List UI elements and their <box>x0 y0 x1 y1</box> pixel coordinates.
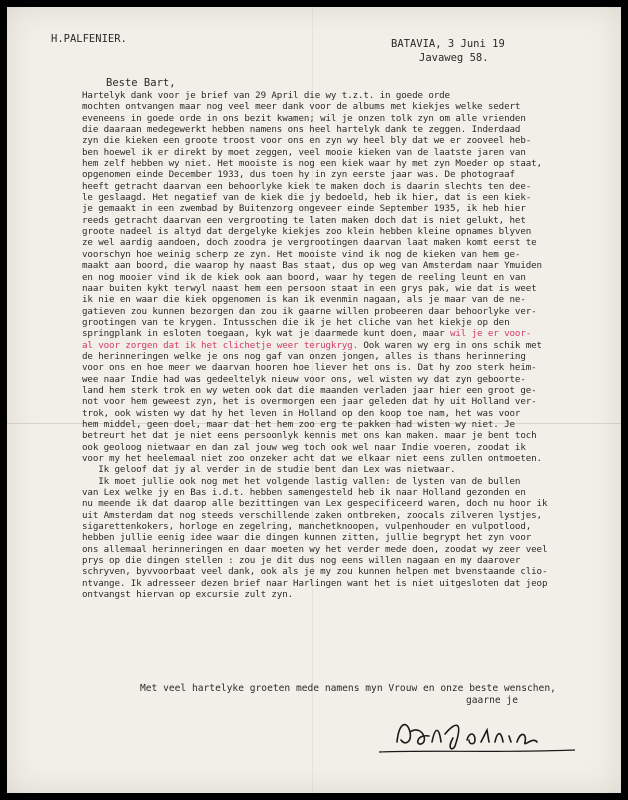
body-line: ook geoloog nietwaar en dan zal jouw weg toch ook wel naar Indie voeren, zoodat ik <box>82 441 526 453</box>
body-line: Ik geloof dat jy al verder in de studie bent dan Lex was nietwaar. <box>82 464 456 476</box>
body-line: hem zelf hebben wy niet. Het mooiste is nog een kiek waar hy met zyn Moeder op staat, <box>82 158 542 170</box>
closing-line: Met veel hartelyke groeten mede namens myn Vrouw en onze beste wenschen, <box>140 683 556 694</box>
body-line: prys op die dingen stellen : zou je dit dus nog eens willen nagaan en my daarover <box>82 555 521 567</box>
body-line: groote nadeel is altyd dat dergelyke kiekjes zoo klein hebben kleine opnames blyven <box>82 226 532 238</box>
sender-name: H.PALFENIER. <box>51 33 127 45</box>
red-typed-text: al voor zorgen dat ik het clichetje weer terugkryg. <box>82 339 358 351</box>
body-line: ik nie en waar die kiek opgenomen is kan ik evenmin nagaan, als je maar van de ne- <box>82 294 526 306</box>
body-line: eveneens in goede orde in ons bezit kwamen; wil je onzen tolk zyn om alle vrienden <box>82 112 526 124</box>
body-line: springplank in esloten toegaan, kyk wat je daarmede kunt doen, maar wil je er voor- <box>82 328 532 340</box>
body-line: schryven, byvvoorbaat veel dank, ook als je my zou kunnen helpen met bvenstaande clio- <box>82 566 548 578</box>
body-line: Ik moet jullie ook nog met het volgende lastig vallen: de lysten van de bullen <box>82 475 521 487</box>
place-date-line: BATAVIA, 3 Juni 19 <box>391 38 505 50</box>
body-line: naar buiten kykt terwyl naast hem een persoon staat in een grys pak, wie dat is weet <box>82 282 537 294</box>
body-line: le geslaagd. Het negatief van de kiek die jy bedoeld, heb ik hier, dat is een kiek- <box>82 192 532 204</box>
body-line: hem middel, geen doel, maar dat het hem zoo erg te pakken had wisten wy niet. Je <box>82 418 515 430</box>
body-line: voorschyn hoe weinig scherp ze zyn. Het mooiste vind ik nog de kieken van hem ge- <box>82 248 521 260</box>
body-line: ontvangst hiervan op excursie zult zyn. <box>82 589 294 601</box>
body-line: land hem sterk trok en wy weten ook dat die maanden verladen jaar hier een groot ge- <box>82 384 537 396</box>
body-line: maakt aan boord, die waarop hy naast Bas staat, dus op weg van Amsterdam naar Ymuiden <box>82 260 542 272</box>
handwritten-signature <box>377 712 577 757</box>
body-line: Hartelyk dank voor je brief van 29 April die wy t.z.t. in goede orde <box>82 90 450 101</box>
body-line: en nog mooier vind ik de kiek ook aan boord, waar hy tegen de reeling leunt en van <box>82 271 526 283</box>
body-line: ons allemaal herinneringen en daar moeten wy het verder mede doen, zoodat wy zeer veel <box>82 543 548 555</box>
red-typed-text: wil je er voor- <box>449 328 532 340</box>
body-line: van Lex welke jy en Bas i.d.t. hebben samengesteld heb ik naar Holland gezonden en <box>82 487 526 499</box>
body-line-red <box>82 340 621 351</box>
body-line: nu meende ik dat daarop alle bezittingen van Lex gespecificeerd waren, doch nu hoor ik <box>82 498 548 510</box>
salutation: Beste Bart, <box>106 77 176 89</box>
body-line: hebben jullie eenig idee waar die dingen kunnen zitten, jullie begrypt het zyn voor <box>82 532 532 544</box>
body-line: reeds getracht daarvan een vergrooting te laten maken doch dat is niet gelukt, het <box>82 214 526 226</box>
body-line: gatieven zou kunnen bezorgen dan zou ik gaarne willen probeeren daar behoorlyke ver- <box>82 305 537 317</box>
body-line: die daaraan medegewerkt hebben namens ons heel hartelyk dank te zeggen. Inderdaad <box>82 124 521 136</box>
letter-body <box>82 90 621 600</box>
letter-sheet <box>7 7 621 793</box>
body-line: ze wel aardig aandoen, doch zoodra je vergrootingen daarvan laat maken komt eerst te <box>82 237 537 249</box>
body-line: zyn die kieken een groote troost voor ons en zyn wy heel bly dat we er zooveel heb- <box>82 135 532 147</box>
street-address: Javaweg 58. <box>419 52 489 64</box>
body-line: wee naar Indie had was gedeeltelyk nieuw voor ons, wel wisten wy dat zyn geboorte- <box>82 373 526 385</box>
body-line: de herinneringen welke je ons nog gaf van onzen jongen, alles is thans herinnering <box>82 350 526 362</box>
body-line: trok, ook wisten wy dat hy het leven in Holland op den koop toe nam, het was voor <box>82 407 521 419</box>
body-line: heeft getracht daarvan een behoorlyke kiek te maken doch is daarin slechts ten dee- <box>82 180 532 192</box>
body-line: voor ons en hoe meer we daarvan hooren hoe liever het ons is. Dat hy zoo sterk heim- <box>82 362 537 374</box>
closing-gaarne-je: gaarne je <box>466 695 518 706</box>
body-line: je gemaakt in een zwembad by Buitenzorg ongeveer einde September 1935, ik heb hier <box>82 203 526 215</box>
body-line: betreurt het dat je niet eens persoonlyk kennis met ons kan maken. maar je bent toch <box>82 430 537 442</box>
body-line: sigarettenkokers, horloge en zegelring, manchetknoopen, vulpenhouder en vulpotlood, <box>82 521 532 533</box>
body-line: not voor hem geweest zyn, het is overmorgen een jaar geleden dat hy uit Holland ver- <box>82 396 537 408</box>
body-line: uit Amsterdam dat nog steeds verschillende zaken ontbreken, zoocals zilveren lystjes, <box>82 509 542 521</box>
body-line: opgenomen einde December 1933, dus toen hy in zyn eerste jaar was. De photograaf <box>82 169 515 181</box>
body-line: voor my het heelemaal niet zoo onzeker acht dat we elkaar niet eens zullen ontmoeten. <box>82 453 542 464</box>
body-text-tail: Ook waren wy erg in ons schik met <box>357 339 542 351</box>
body-line: ben hoewel ik er direkt by moet zeggen, veel mooie kieken van de laatste jaren van <box>82 146 526 158</box>
body-line: grootingen van te krygen. Intusschen die ik je het cliche van het kiekje op den <box>82 316 510 328</box>
place-and-date <box>391 37 505 65</box>
body-line: ntvange. Ik adresseer dezen brief naar Harlingen want het is niet uitgesloten dat jeop <box>82 577 548 589</box>
body-line: mochten ontvangen maar nog veel meer dank voor de albums met kiekjes welke sedert <box>82 101 521 113</box>
